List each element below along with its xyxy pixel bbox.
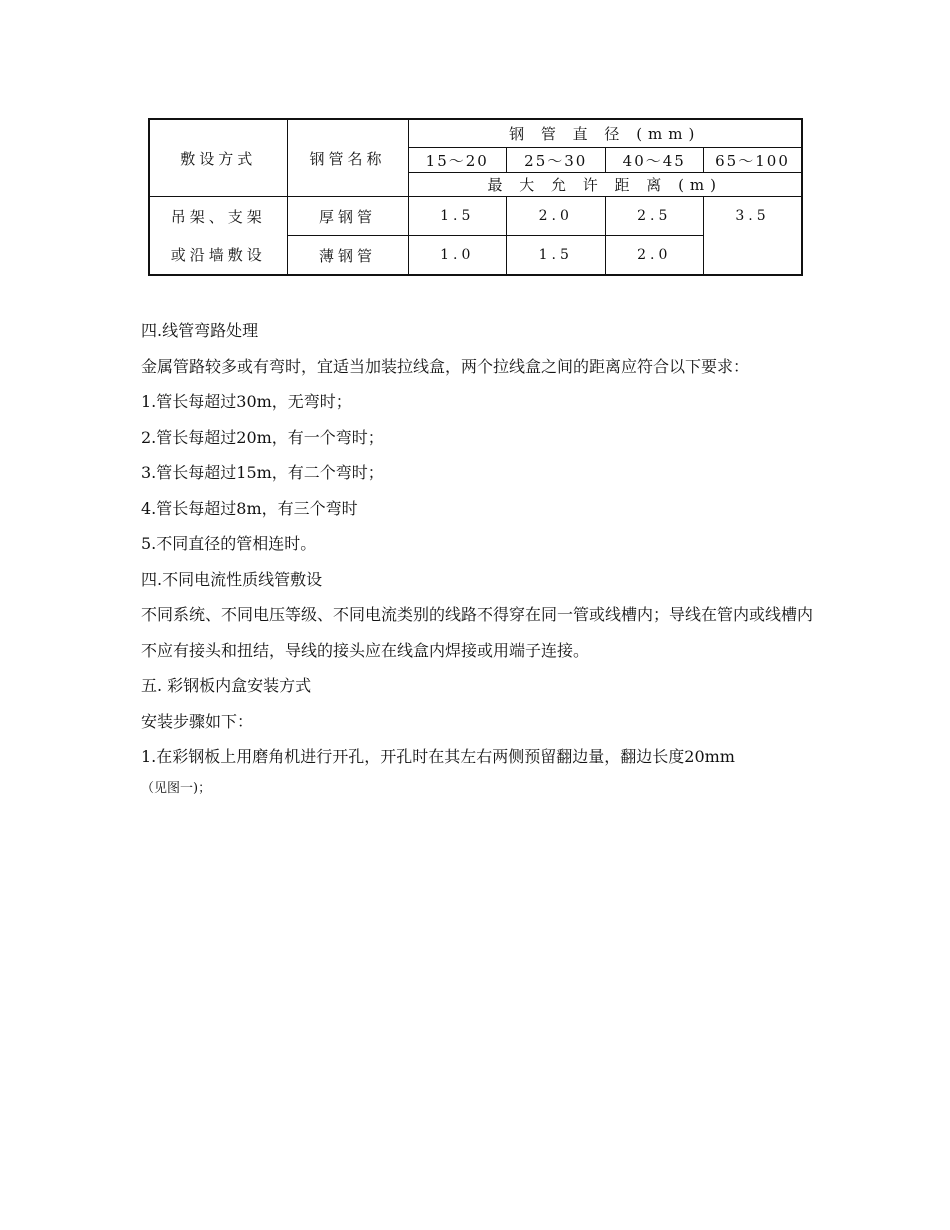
- diameter-range: 65～100: [704, 148, 803, 173]
- diameter-range: 15～20: [408, 148, 507, 173]
- document-body: [141, 313, 821, 803]
- list-item: 3.管长每超过15m，有二个弯时；: [141, 463, 384, 482]
- pipe-name-cell: 薄钢管: [287, 236, 408, 276]
- header-laying-method: 敷设方式: [149, 119, 287, 197]
- distance-cell: 2.5: [605, 197, 704, 236]
- table-row: [149, 197, 802, 236]
- section-heading: 五. 彩钢板内盒安装方式: [141, 676, 312, 695]
- distance-cell: 1.5: [408, 197, 507, 236]
- distance-cell: 2.0: [507, 197, 606, 236]
- list-item: 4.管长每超过8m，有三个弯时: [141, 498, 358, 518]
- list-item: 5.不同直径的管相连时。: [141, 534, 317, 553]
- list-item: 1.在彩钢板上用磨角机进行开孔，开孔时在其左右两侧预留翻边量，翻边长度20mm: [141, 747, 735, 766]
- distance-cell: 2.0: [605, 236, 704, 276]
- table-row: [149, 236, 802, 276]
- figure-reference: （见图一)；: [141, 780, 212, 796]
- section-heading: 四.不同电流性质线管敷设: [141, 569, 323, 589]
- list-item: 1.管长每超过30m，无弯时；: [141, 392, 352, 411]
- pipe-spacing-table-container: [148, 118, 803, 276]
- pipe-name-cell: 厚钢管: [287, 197, 408, 236]
- distance-cell: 1.0: [408, 236, 507, 276]
- header-pipe-name: 钢管名称: [287, 119, 408, 197]
- distance-cell: [704, 236, 803, 276]
- section-heading: 四.线管弯路处理: [141, 321, 259, 340]
- body-paragraph: 金属管路较多或有弯时，宜适当加装拉线盒，两个拉线盒之间的距离应符合以下要求：: [141, 356, 750, 376]
- body-paragraph: 不同系统、不同电压等级、不同电流类别的线路不得穿在同一管或线槽内；导线在管内或线槽内不应有接头和扭结，导线的接头应在线盒内焊接或用端子连接。: [141, 605, 814, 660]
- distance-cell: 3.5: [704, 197, 803, 236]
- pipe-spacing-table: [148, 118, 803, 276]
- laying-method-line: 或沿墙敷设: [149, 236, 287, 276]
- header-max-distance: 最 大 允 许 距 离 (m): [408, 173, 802, 197]
- list-item: 2.管长每超过20m，有一个弯时；: [141, 427, 384, 447]
- laying-method-line: 吊架、支架: [149, 197, 287, 236]
- diameter-range: 40～45: [605, 148, 704, 173]
- header-pipe-diameter: 钢 管 直 径 (mm): [408, 119, 802, 148]
- diameter-range: 25～30: [507, 148, 606, 173]
- body-paragraph: 安装步骤如下：: [141, 711, 254, 731]
- distance-cell: 1.5: [507, 236, 606, 276]
